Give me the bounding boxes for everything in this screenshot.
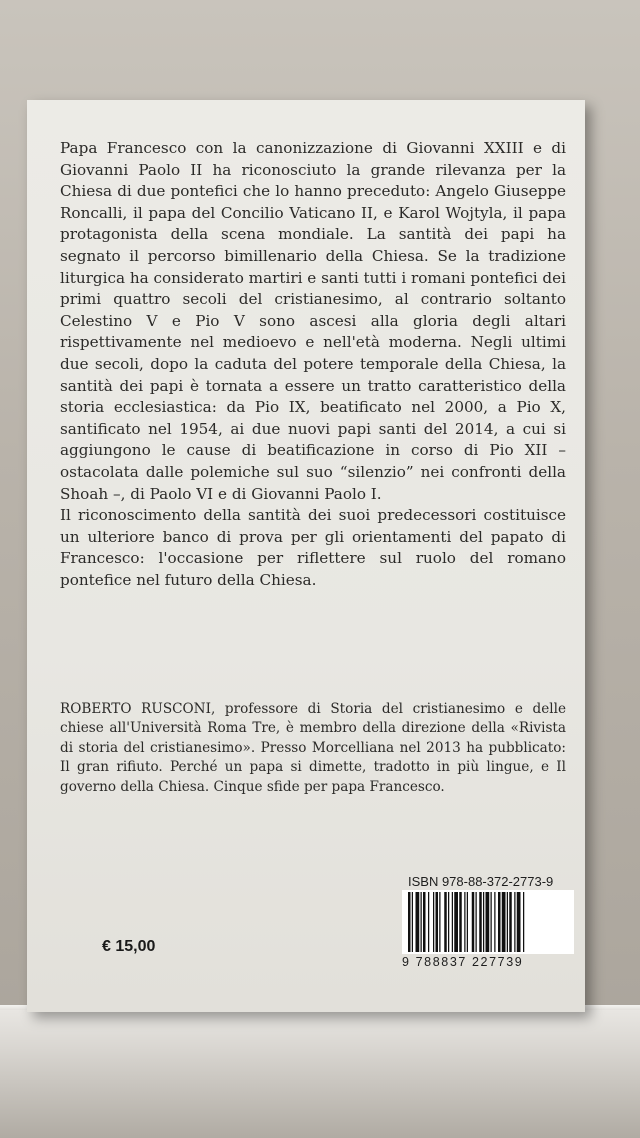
barcode-digits: 9 788837 227739 <box>402 955 524 969</box>
blurb-paragraph-1: Papa Francesco con la canonizzazione di Giovanni XXIII e di Giovanni Paolo II ha riconosciuto la grande rilevanza per la Chiesa di due pontefici che lo hanno preceduto: Angelo Giuseppe Roncalli, il papa del Concilio Vaticano II, e Karol Wojtyla, il papa protagonista della scena mondiale. La santità dei papi ha segnato il percorso bimillenario della Chiesa. Se la tradizione liturgica ha considerato martiri e santi tutti i romani pontefici dei primi quattro secoli del cristianesimo, al contrario soltanto Celestino V e Pio V sono ascesi alla gloria degli altari rispettivamente nel medioevo e nell'età moderna. Negli ultimi due secoli, dopo la caduta del potere temporale della Chiesa, la santità dei papi è tornata a essere un tratto caratteristico della storia ecclesiastica: da Pio IX, beatificato nel 2000, a Pio X, santificato nel 1954, ai due nuovi papi santi del 2014, a cui si aggiungono le cause di beatificazione in corso di Pio XII – ostacolata dalle polemiche sul suo “silenzio” nei confronti della Shoah –, di Paolo VI e di Giovanni Paolo I. <box>60 139 566 503</box>
blurb-text <box>60 138 566 591</box>
price: € 15,00 <box>102 938 156 955</box>
author-bio-text: ROBERTO RUSCONI, professore di Storia del cristianesimo e delle chiese all'Università Roma Tre, è membro della direzione della «Rivista di storia del cristianesimo». Presso Morcelliana nel 2013 ha pubblicato: Il gran rifiuto. Perché un papa si dimette, tradotto in più lingue, e Il governo della Chiesa. Cinque sfide per papa Francesco. <box>60 701 566 795</box>
barcode-bars <box>402 890 574 954</box>
shelf <box>0 1010 640 1138</box>
blurb-paragraph-2: Il riconoscimento della santità dei suoi predecessori costituisce un ulteriore banco di prova per gli orientamenti del papato di Francesco: l'occasione per riflettere sul ruolo del romano pontefice nel futuro della Chiesa. <box>60 506 566 589</box>
isbn-label: ISBN 978-88-372-2773-9 <box>408 874 554 889</box>
barcode <box>402 890 574 954</box>
author-bio <box>60 700 566 797</box>
